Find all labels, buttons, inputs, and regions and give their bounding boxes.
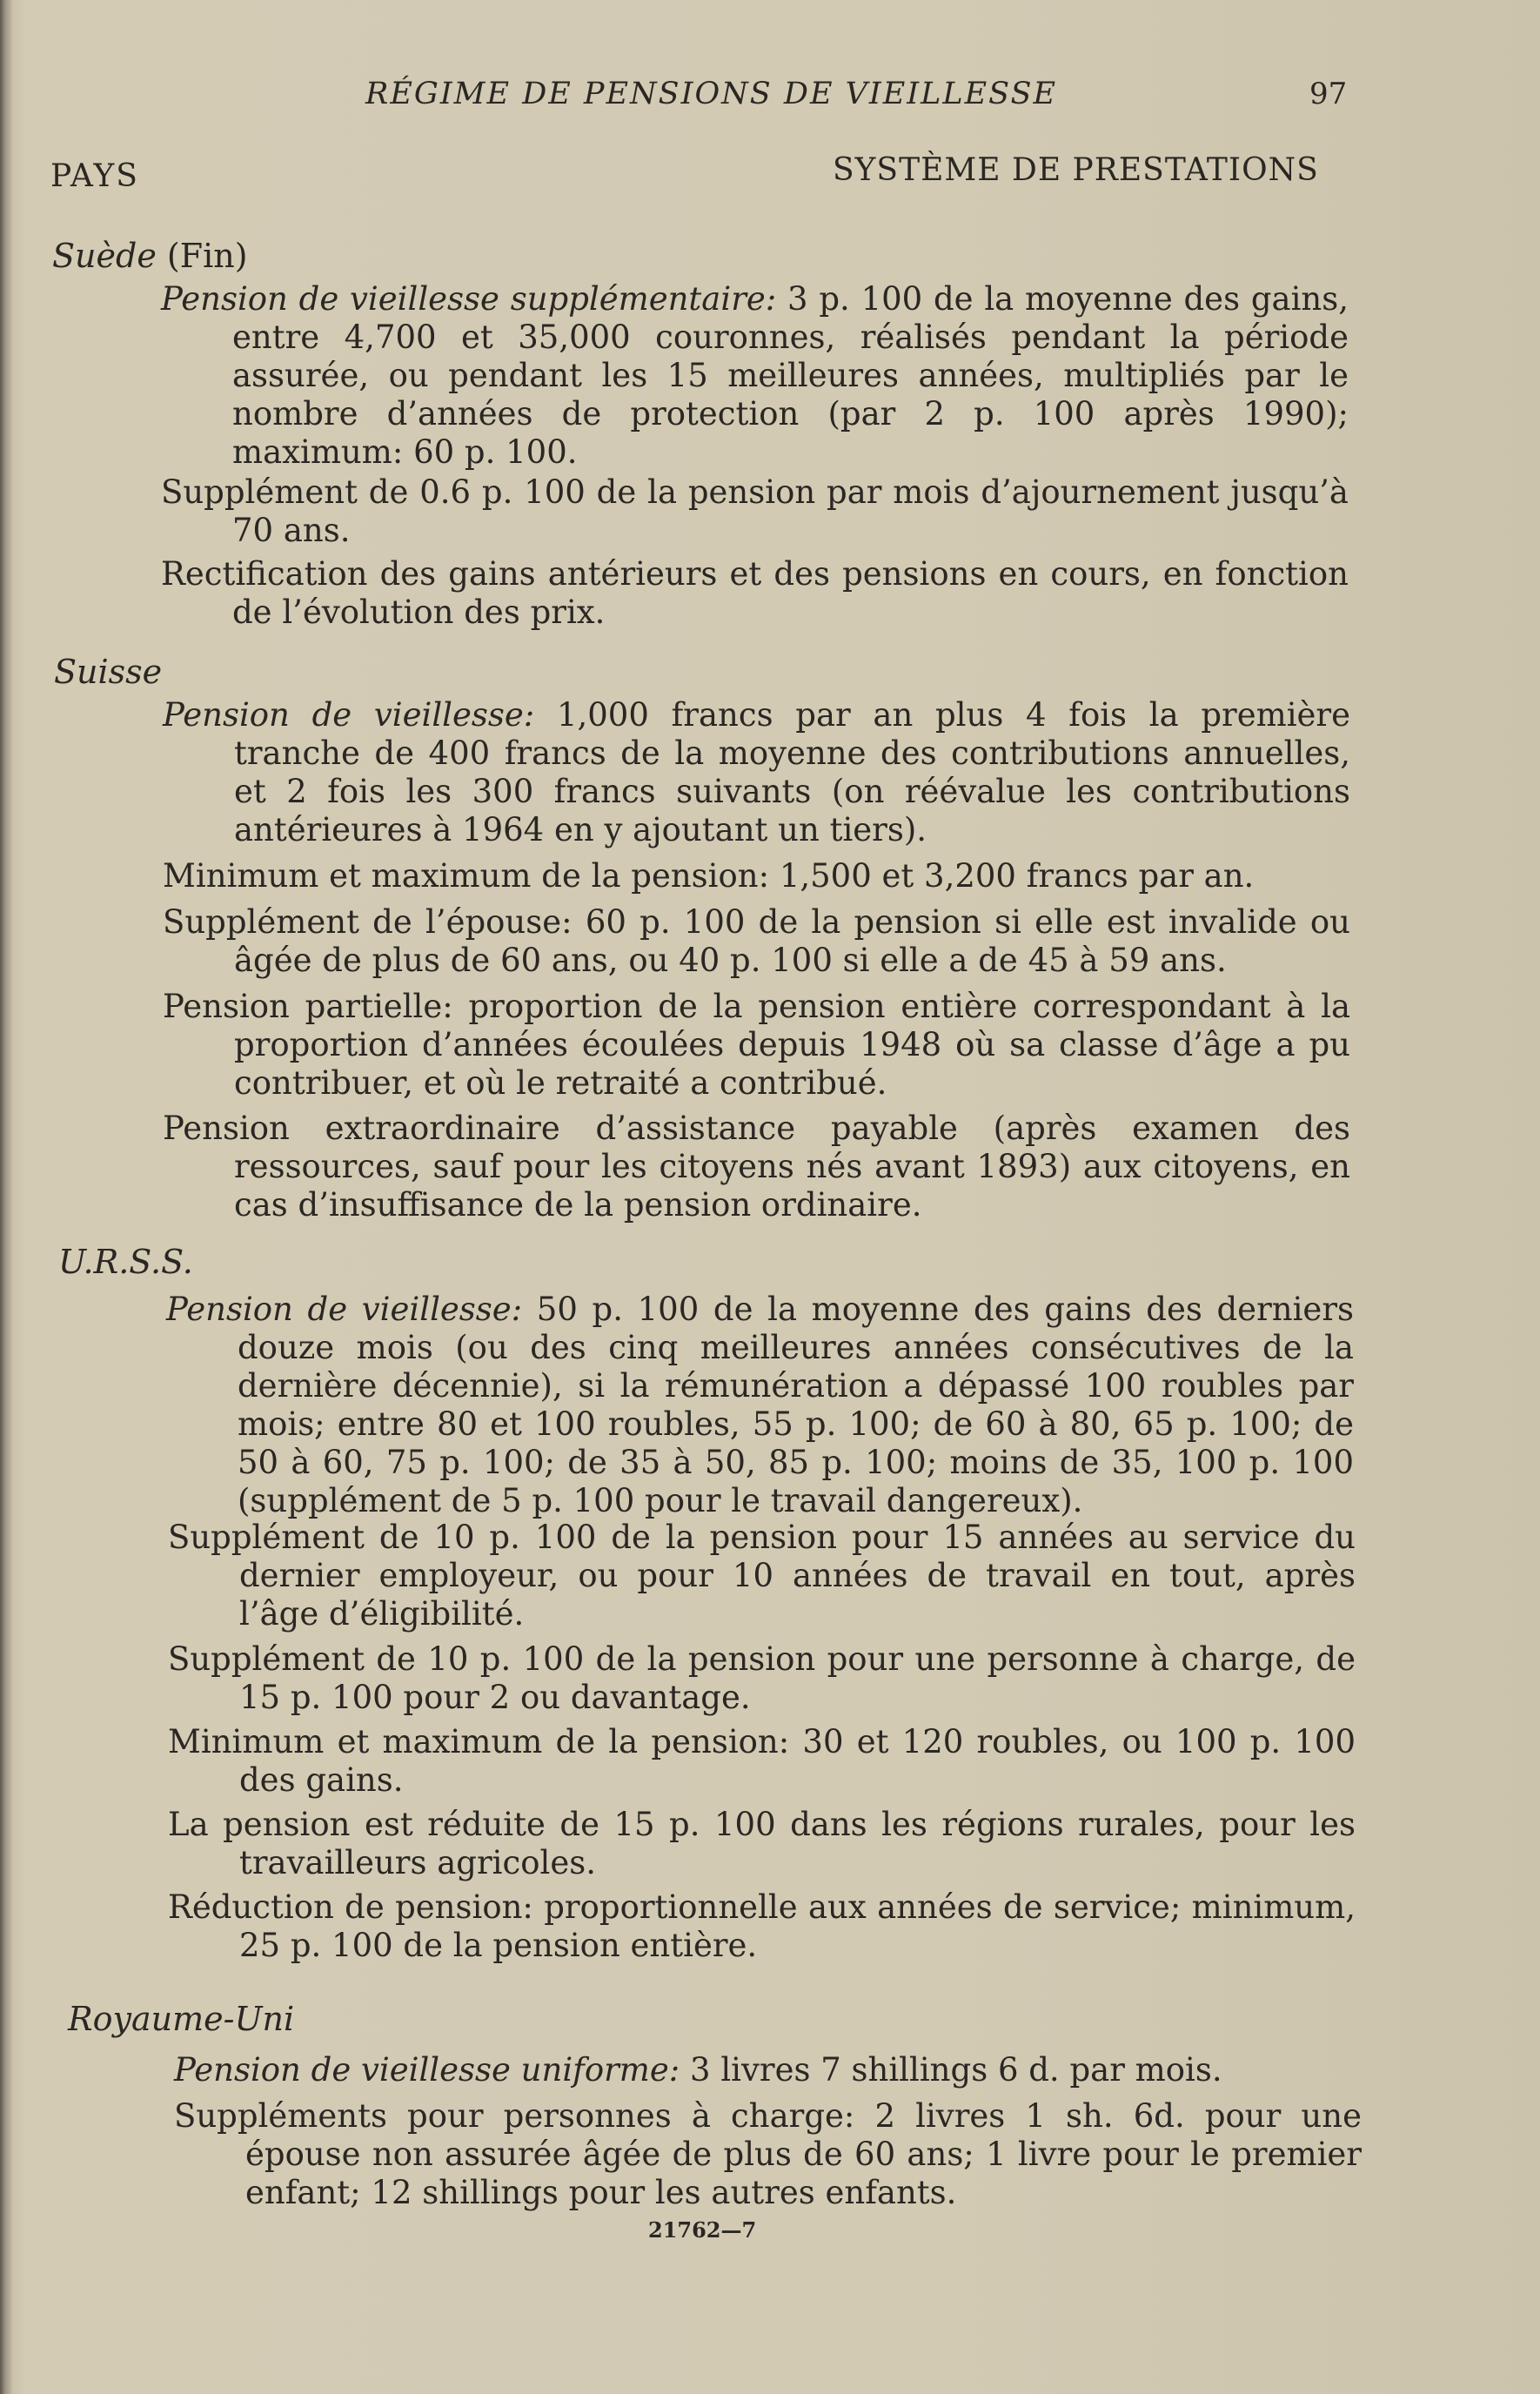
book-binding-edge (0, 0, 12, 2394)
paragraph-lead: Pension de vieillesse: (166, 1291, 523, 1328)
paragraph-lead: Pension de vieillesse: (163, 696, 535, 734)
paragraph: La pension est réduite de 15 p. 100 dans les régions rurales, pour les travailleurs agricoles. (168, 1806, 1356, 1881)
paragraph: Supplément de l’épouse: 60 p. 100 de la pension si elle est invalide ou âgée de plus de 60 ans, ou 40 p. 100 si elle a de 45 à 59 ans. (163, 903, 1350, 979)
country-heading-royaume-uni: Royaume-Uni (68, 2000, 295, 2038)
paragraph: Minimum et maximum de la pension: 30 et 120 roubles, ou 100 p. 100 des gains. (168, 1723, 1356, 1799)
paragraph: Supplément de 0.6 p. 100 de la pension par mois d’ajournement jusqu’à 70 ans. (161, 473, 1349, 549)
column-header-pays: PAYS (50, 158, 139, 194)
paragraph: Supplément de 10 p. 100 de la pension pour 15 années au service du dernier employeur, ou pour 10 années de travail en tout, après l’âge d’éligibilité. (168, 1519, 1356, 1633)
paragraph (174, 2051, 1362, 2089)
paragraph: Réduction de pension: proportionnelle aux années de service; minimum, 25 p. 100 de la pension entière. (168, 1888, 1356, 1964)
country-heading-suisse: Suisse (54, 653, 163, 691)
country-heading-urss: U.R.S.S. (58, 1243, 193, 1281)
paragraph: Pension partielle: proportion de la pension entière correspondant à la proportion d’années écoulées depuis 1948 où sa classe d’âge a pu contribuer, et où le retraité a contribué. (163, 988, 1350, 1102)
paragraph-text: 3 livres 7 shillings 6 d. par mois. (680, 2051, 1222, 2089)
running-title: RÉGIME DE PENSIONS DE VIEILLESSE (365, 77, 1058, 111)
paragraph-text: 1,000 francs par an plus 4 fois la première tranche de 400 francs de la moyenne des contributions annuelles, et 2 fois les 300 francs suivants (on réévalue les contributions antérieures à 1964 en y ajoutant un tiers). (234, 696, 1351, 848)
print-code: 21762—7 (648, 2217, 757, 2243)
paragraph-lead: Pension de vieillesse uniforme: (174, 2051, 680, 2089)
column-header-systeme: SYSTÈME DE PRESTATIONS (833, 152, 1319, 188)
paragraph: Suppléments pour personnes à charge: 2 livres 1 sh. 6d. pour une épouse non assurée âgée de plus de 60 ans; 1 livre pour le premier enfant; 12 shillings pour les autres enfants. (174, 2097, 1362, 2211)
paragraph (163, 696, 1350, 849)
paragraph: Rectification des gains antérieurs et des pensions en cours, en fonction de l’évolution des prix. (161, 555, 1349, 631)
page-number: 97 (1309, 77, 1348, 111)
paragraph-text: 3 p. 100 de la moyenne des gains, entre 4,700 et 35,000 couronnes, réalisés pendant la période assurée, ou pendant les 15 meilleures années, multipliés par le nombre d’années de protection (par 2 p. 100 après 1990); maximum: 60 p. 100. (232, 280, 1349, 471)
paragraph: Pension extraordinaire d’assistance payable (après examen des ressources, sauf pour les citoyens nés avant 1893) aux citoyens, en cas d’insuffisance de la pension ordinaire. (163, 1110, 1350, 1224)
paragraph: Minimum et maximum de la pension: 1,500 et 3,200 francs par an. (163, 857, 1255, 895)
paragraph-lead: Pension de vieillesse supplémentaire: (161, 280, 777, 318)
paragraph-text: 50 p. 100 de la moyenne des gains des derniers douze mois (ou des cinq meilleures années consécutives de la dernière décennie), si la rémunération a dépassé 100 roubles par mois; entre 80 et 100 roubles, 55 p. 100; de 60 à 80, 65 p. 100; de 50 à 60, 75 p. 100; de 35 à 50, 85 p. 100; moins de 35, 100 p. 100 (supplément de 5 p. 100 pour le travail dangereux). (238, 1291, 1354, 1519)
paragraph (161, 280, 1349, 472)
country-heading-suede (52, 237, 248, 275)
paragraph: Supplément de 10 p. 100 de la pension pour une personne à charge, de 15 p. 100 pour 2 ou davantage. (168, 1640, 1356, 1716)
country-suffix: (Fin) (156, 237, 248, 275)
country-name: Suède (52, 237, 157, 275)
paragraph (166, 1291, 1354, 1520)
